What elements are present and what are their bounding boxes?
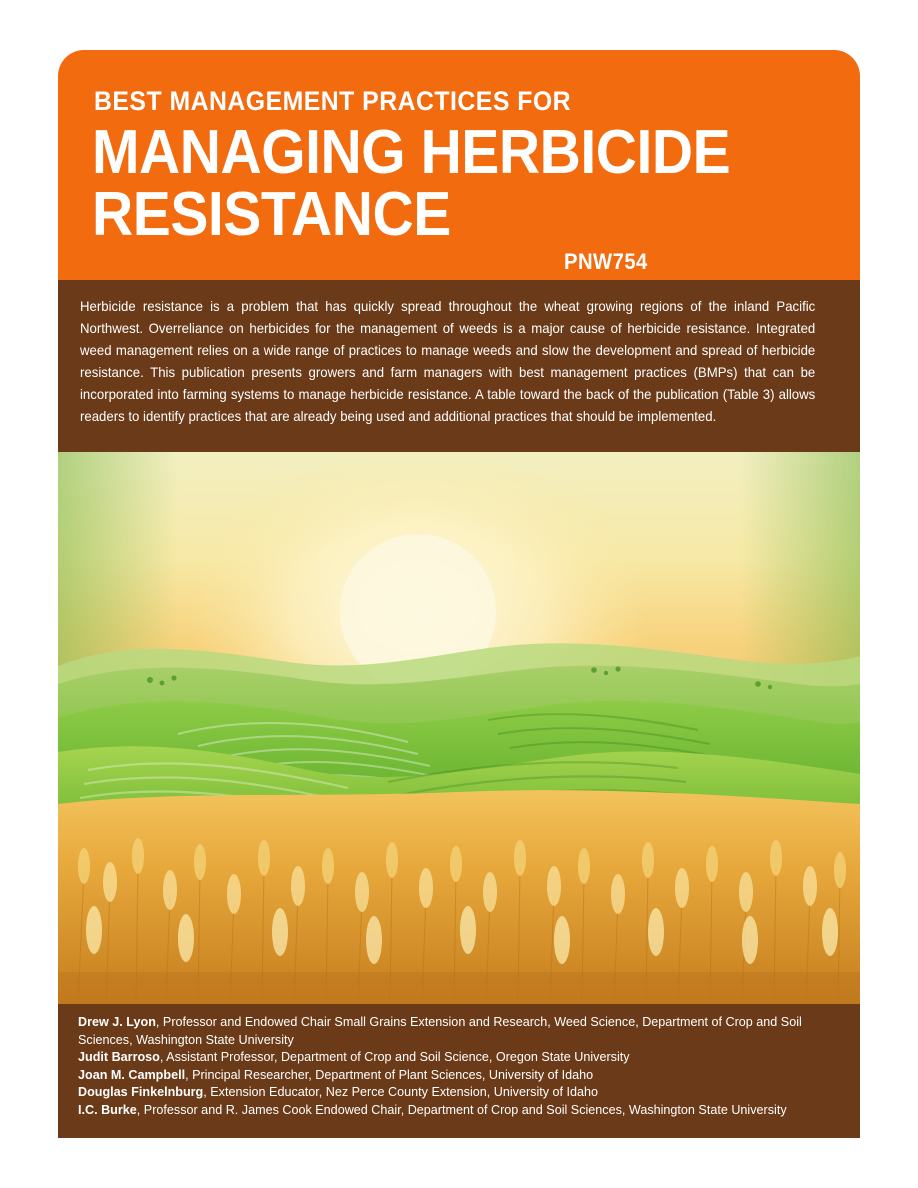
author-affiliation: , Professor and Endowed Chair Small Grains Extension and Research, Weed Science, Department of Crop and Soil Sciences, Washington State University	[78, 1015, 802, 1047]
wheat-field-sunset-illustration	[58, 452, 860, 1004]
author-name: Drew J. Lyon	[78, 1015, 156, 1029]
author-affiliation: , Assistant Professor, Department of Crop and Soil Science, Oregon State University	[159, 1050, 630, 1064]
author-name: I.C. Burke	[78, 1102, 137, 1117]
authors-block	[58, 1004, 860, 1138]
author-affiliation: , Extension Educator, Nez Perce County Extension, University of Idaho	[203, 1085, 599, 1099]
list-item	[78, 1084, 840, 1102]
author-name: Joan M. Campbell	[78, 1067, 186, 1082]
author-name: Judit Barroso	[78, 1050, 160, 1064]
list-item	[78, 1067, 840, 1085]
publication-number: PNW754	[564, 249, 648, 274]
title-header-block	[58, 50, 860, 280]
cover-illustration	[58, 452, 860, 1004]
list-item	[78, 1049, 840, 1067]
list-item	[78, 1102, 840, 1120]
page-title: MANAGING HERBICIDE RESISTANCE	[92, 118, 731, 249]
list-item	[78, 1014, 840, 1049]
author-affiliation: , Principal Researcher, Department of Plant Sciences, University of Idaho	[185, 1067, 594, 1082]
abstract-block	[58, 280, 860, 452]
author-name: Douglas Finkelnburg	[78, 1085, 204, 1099]
kicker-text: BEST MANAGEMENT PRACTICES FOR	[94, 86, 572, 116]
author-affiliation: , Professor and R. James Cook Endowed Chair, Department of Crop and Soil Sciences, Washington State University	[136, 1102, 787, 1117]
abstract-text: Herbicide resistance is a problem that has quickly spread throughout the wheat growing regions of the inland Pacific Northwest. Overreliance on herbicides for the management of weeds is a major cause of herbicide resistance. Integrated weed management relies on a wide range of practices to manage weeds and slow the development and spread of herbicide resistance. This publication presents growers and farm managers with best management practices (BMPs) that can be incorporated into farming systems to manage herbicide resistance. A table toward the back of the publication (Table 3) allows readers to identify practices that are already being used and additional practices that should be implemented.	[80, 299, 816, 424]
